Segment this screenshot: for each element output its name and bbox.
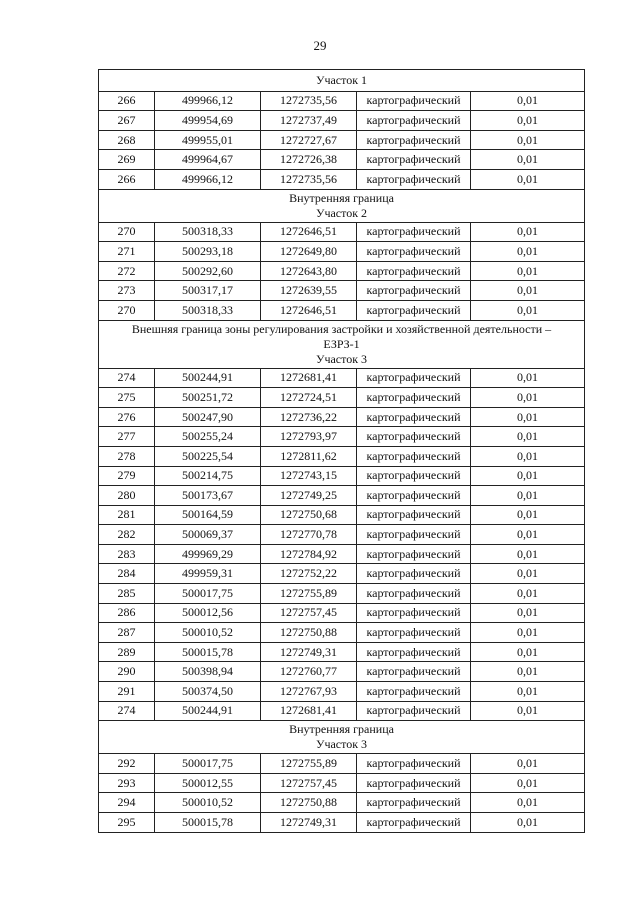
x-coordinate-cell: 500015,78 — [155, 642, 261, 662]
accuracy-cell: 0,01 — [471, 544, 585, 564]
table-row — [99, 130, 585, 150]
accuracy-cell: 0,01 — [471, 813, 585, 833]
y-coordinate-cell: 1272811,62 — [261, 446, 357, 466]
section-header — [99, 70, 585, 92]
x-coordinate-cell: 500317,17 — [155, 281, 261, 301]
section-header-row — [99, 70, 585, 92]
accuracy-cell: 0,01 — [471, 584, 585, 604]
x-coordinate-cell: 500374,50 — [155, 682, 261, 702]
method-cell: картографический — [357, 261, 471, 281]
table-row — [99, 222, 585, 242]
x-coordinate-cell: 500255,24 — [155, 427, 261, 447]
x-coordinate-cell: 500293,18 — [155, 242, 261, 262]
accuracy-cell: 0,01 — [471, 682, 585, 702]
x-coordinate-cell: 500069,37 — [155, 525, 261, 545]
table-row — [99, 773, 585, 793]
table-row — [99, 388, 585, 408]
method-cell: картографический — [357, 793, 471, 813]
accuracy-cell: 0,01 — [471, 150, 585, 170]
method-cell: картографический — [357, 407, 471, 427]
x-coordinate-cell: 500017,75 — [155, 754, 261, 774]
section-header-line: ЕЗРЗ-1 — [323, 336, 360, 351]
y-coordinate-cell: 1272750,88 — [261, 623, 357, 643]
point-number-cell: 274 — [99, 368, 155, 388]
point-number-cell: 295 — [99, 813, 155, 833]
y-coordinate-cell: 1272727,67 — [261, 130, 357, 150]
y-coordinate-cell: 1272639,55 — [261, 281, 357, 301]
section-header-row — [99, 189, 585, 222]
table-row — [99, 754, 585, 774]
accuracy-cell: 0,01 — [471, 603, 585, 623]
y-coordinate-cell: 1272749,25 — [261, 486, 357, 506]
y-coordinate-cell: 1272757,45 — [261, 603, 357, 623]
y-coordinate-cell: 1272646,51 — [261, 300, 357, 320]
accuracy-cell: 0,01 — [471, 130, 585, 150]
point-number-cell: 273 — [99, 281, 155, 301]
x-coordinate-cell: 500015,78 — [155, 813, 261, 833]
method-cell: картографический — [357, 486, 471, 506]
accuracy-cell: 0,01 — [471, 427, 585, 447]
point-number-cell: 281 — [99, 505, 155, 525]
table-row — [99, 446, 585, 466]
x-coordinate-cell: 500012,56 — [155, 603, 261, 623]
method-cell: картографический — [357, 642, 471, 662]
y-coordinate-cell: 1272770,78 — [261, 525, 357, 545]
table-row — [99, 564, 585, 584]
point-number-cell: 266 — [99, 169, 155, 189]
x-coordinate-cell: 500244,91 — [155, 368, 261, 388]
method-cell: картографический — [357, 446, 471, 466]
point-number-cell: 275 — [99, 388, 155, 408]
method-cell: картографический — [357, 388, 471, 408]
x-coordinate-cell: 500251,72 — [155, 388, 261, 408]
x-coordinate-cell: 499964,67 — [155, 150, 261, 170]
section-header-row — [99, 721, 585, 754]
accuracy-cell: 0,01 — [471, 466, 585, 486]
y-coordinate-cell: 1272793,97 — [261, 427, 357, 447]
point-number-cell: 279 — [99, 466, 155, 486]
accuracy-cell: 0,01 — [471, 793, 585, 813]
y-coordinate-cell: 1272724,51 — [261, 388, 357, 408]
method-cell: картографический — [357, 662, 471, 682]
point-number-cell: 268 — [99, 130, 155, 150]
table-row — [99, 813, 585, 833]
accuracy-cell: 0,01 — [471, 486, 585, 506]
method-cell: картографический — [357, 701, 471, 721]
table-row — [99, 242, 585, 262]
x-coordinate-cell: 500398,94 — [155, 662, 261, 682]
y-coordinate-cell: 1272681,41 — [261, 701, 357, 721]
x-coordinate-cell: 499959,31 — [155, 564, 261, 584]
accuracy-cell: 0,01 — [471, 662, 585, 682]
x-coordinate-cell: 500292,60 — [155, 261, 261, 281]
table-row — [99, 623, 585, 643]
table-row — [99, 261, 585, 281]
x-coordinate-cell: 499955,01 — [155, 130, 261, 150]
method-cell: картографический — [357, 773, 471, 793]
accuracy-cell: 0,01 — [471, 242, 585, 262]
accuracy-cell: 0,01 — [471, 388, 585, 408]
point-number-cell: 276 — [99, 407, 155, 427]
y-coordinate-cell: 1272737,49 — [261, 111, 357, 131]
method-cell: картографический — [357, 525, 471, 545]
y-coordinate-cell: 1272757,45 — [261, 773, 357, 793]
accuracy-cell: 0,01 — [471, 111, 585, 131]
method-cell: картографический — [357, 169, 471, 189]
point-number-cell: 286 — [99, 603, 155, 623]
accuracy-cell: 0,01 — [471, 701, 585, 721]
method-cell: картографический — [357, 754, 471, 774]
point-number-cell: 290 — [99, 662, 155, 682]
accuracy-cell: 0,01 — [471, 91, 585, 111]
section-header-line: Участок 3 — [315, 351, 368, 366]
table-row — [99, 281, 585, 301]
method-cell: картографический — [357, 682, 471, 702]
method-cell: картографический — [357, 222, 471, 242]
table-row — [99, 427, 585, 447]
section-header — [99, 721, 585, 754]
section-header-line: Участок 1 — [315, 72, 368, 87]
point-number-cell: 267 — [99, 111, 155, 131]
x-coordinate-cell: 499966,12 — [155, 91, 261, 111]
table-row — [99, 682, 585, 702]
table-row — [99, 505, 585, 525]
point-number-cell: 285 — [99, 584, 155, 604]
y-coordinate-cell: 1272736,22 — [261, 407, 357, 427]
x-coordinate-cell: 500247,90 — [155, 407, 261, 427]
table-row — [99, 793, 585, 813]
accuracy-cell: 0,01 — [471, 505, 585, 525]
accuracy-cell: 0,01 — [471, 407, 585, 427]
y-coordinate-cell: 1272749,31 — [261, 642, 357, 662]
point-number-cell: 269 — [99, 150, 155, 170]
table-row — [99, 150, 585, 170]
table-row — [99, 544, 585, 564]
x-coordinate-cell: 499954,69 — [155, 111, 261, 131]
method-cell: картографический — [357, 544, 471, 564]
method-cell: картографический — [357, 427, 471, 447]
method-cell: картографический — [357, 564, 471, 584]
method-cell: картографический — [357, 813, 471, 833]
accuracy-cell: 0,01 — [471, 564, 585, 584]
method-cell: картографический — [357, 150, 471, 170]
point-number-cell: 282 — [99, 525, 155, 545]
y-coordinate-cell: 1272726,38 — [261, 150, 357, 170]
accuracy-cell: 0,01 — [471, 222, 585, 242]
x-coordinate-cell: 500214,75 — [155, 466, 261, 486]
x-coordinate-cell: 500017,75 — [155, 584, 261, 604]
table-row — [99, 368, 585, 388]
method-cell: картографический — [357, 584, 471, 604]
page-number: 29 — [313, 38, 327, 53]
point-number-cell: 283 — [99, 544, 155, 564]
y-coordinate-cell: 1272750,88 — [261, 793, 357, 813]
x-coordinate-cell: 500010,52 — [155, 793, 261, 813]
table-row — [99, 603, 585, 623]
point-number-cell: 274 — [99, 701, 155, 721]
y-coordinate-cell: 1272755,89 — [261, 754, 357, 774]
accuracy-cell: 0,01 — [471, 525, 585, 545]
point-number-cell: 277 — [99, 427, 155, 447]
table-row — [99, 466, 585, 486]
method-cell: картографический — [357, 111, 471, 131]
table-row — [99, 525, 585, 545]
accuracy-cell: 0,01 — [471, 623, 585, 643]
point-number-cell: 291 — [99, 682, 155, 702]
method-cell: картографический — [357, 130, 471, 150]
accuracy-cell: 0,01 — [471, 368, 585, 388]
point-number-cell: 292 — [99, 754, 155, 774]
method-cell: картографический — [357, 242, 471, 262]
point-number-cell: 270 — [99, 222, 155, 242]
point-number-cell: 287 — [99, 623, 155, 643]
y-coordinate-cell: 1272767,93 — [261, 682, 357, 702]
x-coordinate-cell: 500318,33 — [155, 222, 261, 242]
point-number-cell: 266 — [99, 91, 155, 111]
section-header-row — [99, 320, 585, 368]
table-row — [99, 701, 585, 721]
method-cell: картографический — [357, 281, 471, 301]
x-coordinate-cell: 499966,12 — [155, 169, 261, 189]
y-coordinate-cell: 1272649,80 — [261, 242, 357, 262]
y-coordinate-cell: 1272750,68 — [261, 505, 357, 525]
method-cell: картографический — [357, 300, 471, 320]
method-cell: картографический — [357, 466, 471, 486]
y-coordinate-cell: 1272752,22 — [261, 564, 357, 584]
x-coordinate-cell: 500012,55 — [155, 773, 261, 793]
x-coordinate-cell: 500318,33 — [155, 300, 261, 320]
accuracy-cell: 0,01 — [471, 169, 585, 189]
y-coordinate-cell: 1272735,56 — [261, 169, 357, 189]
accuracy-cell: 0,01 — [471, 642, 585, 662]
method-cell: картографический — [357, 623, 471, 643]
table-row — [99, 642, 585, 662]
accuracy-cell: 0,01 — [471, 446, 585, 466]
table-row — [99, 91, 585, 111]
point-number-cell: 294 — [99, 793, 155, 813]
method-cell: картографический — [357, 603, 471, 623]
accuracy-cell: 0,01 — [471, 261, 585, 281]
point-number-cell: 293 — [99, 773, 155, 793]
y-coordinate-cell: 1272681,41 — [261, 368, 357, 388]
point-number-cell: 271 — [99, 242, 155, 262]
y-coordinate-cell: 1272646,51 — [261, 222, 357, 242]
x-coordinate-cell: 500164,59 — [155, 505, 261, 525]
y-coordinate-cell: 1272760,77 — [261, 662, 357, 682]
method-cell: картографический — [357, 368, 471, 388]
point-number-cell: 284 — [99, 564, 155, 584]
y-coordinate-cell: 1272643,80 — [261, 261, 357, 281]
method-cell: картографический — [357, 91, 471, 111]
section-header-line: Внешняя граница зоны регулирования застройки и хозяйственной деятельности – — [131, 321, 552, 336]
x-coordinate-cell: 500010,52 — [155, 623, 261, 643]
table-row — [99, 486, 585, 506]
point-number-cell: 270 — [99, 300, 155, 320]
section-header — [99, 320, 585, 368]
accuracy-cell: 0,01 — [471, 773, 585, 793]
x-coordinate-cell: 500244,91 — [155, 701, 261, 721]
y-coordinate-cell: 1272755,89 — [261, 584, 357, 604]
point-number-cell: 280 — [99, 486, 155, 506]
section-header — [99, 189, 585, 222]
coordinates-table — [98, 69, 585, 833]
table-row — [99, 584, 585, 604]
point-number-cell: 278 — [99, 446, 155, 466]
table-row — [99, 111, 585, 131]
x-coordinate-cell: 500225,54 — [155, 446, 261, 466]
table-row — [99, 662, 585, 682]
section-header-line: Участок 2 — [315, 205, 368, 220]
x-coordinate-cell: 499969,29 — [155, 544, 261, 564]
table-row — [99, 407, 585, 427]
point-number-cell: 289 — [99, 642, 155, 662]
y-coordinate-cell: 1272749,31 — [261, 813, 357, 833]
section-header-line: Внутренняя граница — [289, 190, 394, 205]
accuracy-cell: 0,01 — [471, 754, 585, 774]
coordinates-table-body — [99, 70, 585, 833]
accuracy-cell: 0,01 — [471, 300, 585, 320]
method-cell: картографический — [357, 505, 471, 525]
table-row — [99, 169, 585, 189]
section-header-line: Участок 3 — [315, 737, 368, 752]
y-coordinate-cell: 1272735,56 — [261, 91, 357, 111]
x-coordinate-cell: 500173,67 — [155, 486, 261, 506]
point-number-cell: 272 — [99, 261, 155, 281]
y-coordinate-cell: 1272743,15 — [261, 466, 357, 486]
table-row — [99, 300, 585, 320]
accuracy-cell: 0,01 — [471, 281, 585, 301]
section-header-line: Внутренняя граница — [289, 722, 394, 737]
y-coordinate-cell: 1272784,92 — [261, 544, 357, 564]
